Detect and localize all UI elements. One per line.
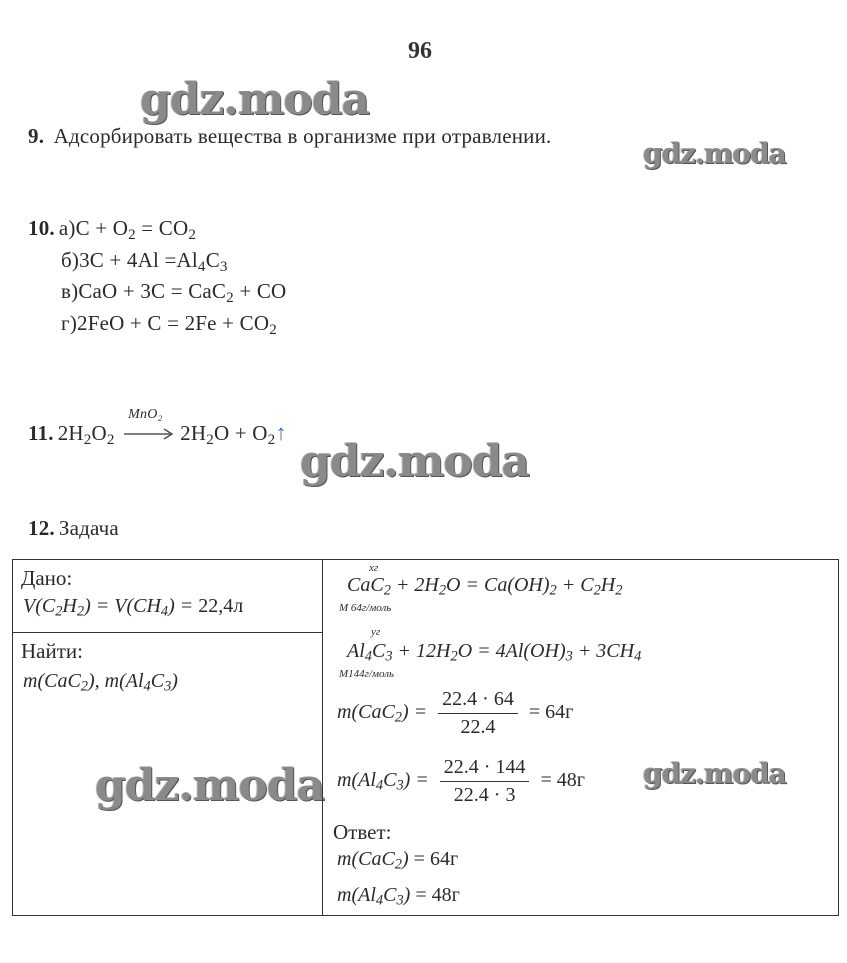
molar-mass-2: M144г/моль — [339, 668, 395, 680]
item-label: в) — [61, 279, 79, 303]
given-cell — [13, 560, 323, 633]
calculation-2: $m(Al_4C_3)$ = $\frac{22.4 \cdot 144}{22.4 \cdot 3}$ = 48г — [337, 756, 585, 806]
annotation-y: yг — [371, 626, 381, 638]
question-12 — [28, 516, 119, 541]
item-label: б) — [61, 248, 80, 272]
answer-2: $m(Al_4C_3) = 48г$ — [337, 884, 460, 909]
fraction-denominator: 22.4 — [460, 716, 496, 738]
watermark: gdz.moda — [95, 760, 325, 811]
question-number: 11. — [28, 421, 54, 445]
fraction-numerator: 22.4 · 64 — [438, 688, 518, 714]
gas-arrow-icon: ↑ — [275, 420, 287, 445]
answer-label: Ответ: — [333, 820, 392, 844]
find-expression: m(CaC$_2$), $m(Al_4C_3)$ — [23, 670, 178, 695]
result-2: = 48г — [540, 769, 585, 792]
watermark: gdz.moda — [140, 74, 370, 125]
answer-1: m(CaC$_2$) = 64г — [337, 848, 459, 873]
question-9 — [28, 124, 552, 149]
catalyst-label: MnO₂ — [128, 407, 163, 423]
given-label: Дано: — [21, 566, 73, 590]
molar-mass-1: M 64г/моль — [339, 602, 392, 614]
question-number: 12. — [28, 516, 55, 540]
reaction-2: $Al_4C_3 + 12H_2O = 4Al(OH)_3 + 3CH_4$ — [347, 640, 642, 665]
given-value: 22,4л — [198, 595, 244, 617]
problem-table — [12, 559, 839, 916]
fraction-denominator: 22.4 · 3 — [453, 784, 516, 806]
question-9-text: Адсорбировать вещества в организме при отравлении. — [53, 124, 552, 148]
find-cell — [13, 633, 323, 916]
fraction-numerator: 22.4 · 144 — [440, 756, 530, 782]
question-10-d: $г)2FeO + C = 2Fe + CO_2$ — [61, 311, 277, 338]
question-10-a: 10. $а)C + O_2 = CO_2$ — [28, 216, 197, 243]
result-1: = 64г — [528, 701, 574, 724]
find-label: Найти: — [21, 639, 83, 663]
question-12-title: Задача — [58, 516, 119, 540]
item-label: а) — [58, 216, 76, 240]
question-number: 10. — [28, 216, 55, 240]
question-number: 9. — [28, 124, 45, 148]
watermark: gdz.moda — [643, 757, 786, 790]
solution-cell — [323, 560, 839, 916]
watermark: gdz.moda — [300, 436, 530, 487]
item-label: г) — [61, 311, 78, 335]
reaction-arrow — [124, 407, 176, 445]
annotation-x: xг — [369, 562, 379, 574]
question-10-c: в)CaO + 3C = CaC$_2$ + CO — [61, 279, 287, 306]
answer-1-value: = 64г — [413, 848, 459, 870]
given-expression: $V(C_2H_2) = V(CH_4) = 22,4л$ — [23, 595, 244, 620]
page-number: 96 — [408, 38, 432, 64]
reaction-1: $CaC_2 + 2H_2O = Ca(OH)_2 + C_2H_2$ — [347, 574, 623, 599]
question-11: 11. $2H_2O_2$ MnO₂ $2H_2O$ + $O_2↑$ — [28, 407, 287, 448]
question-10-b: $б)3C + 4Al =Al_4C_3$ — [61, 248, 228, 275]
watermark: gdz.moda — [643, 137, 786, 170]
calculation-1: m(CaC$_2$) = $\frac{22.4 \cdot 64}{22.4}$ = 64г — [337, 688, 574, 738]
answer-2-value: = 48г — [415, 884, 460, 906]
